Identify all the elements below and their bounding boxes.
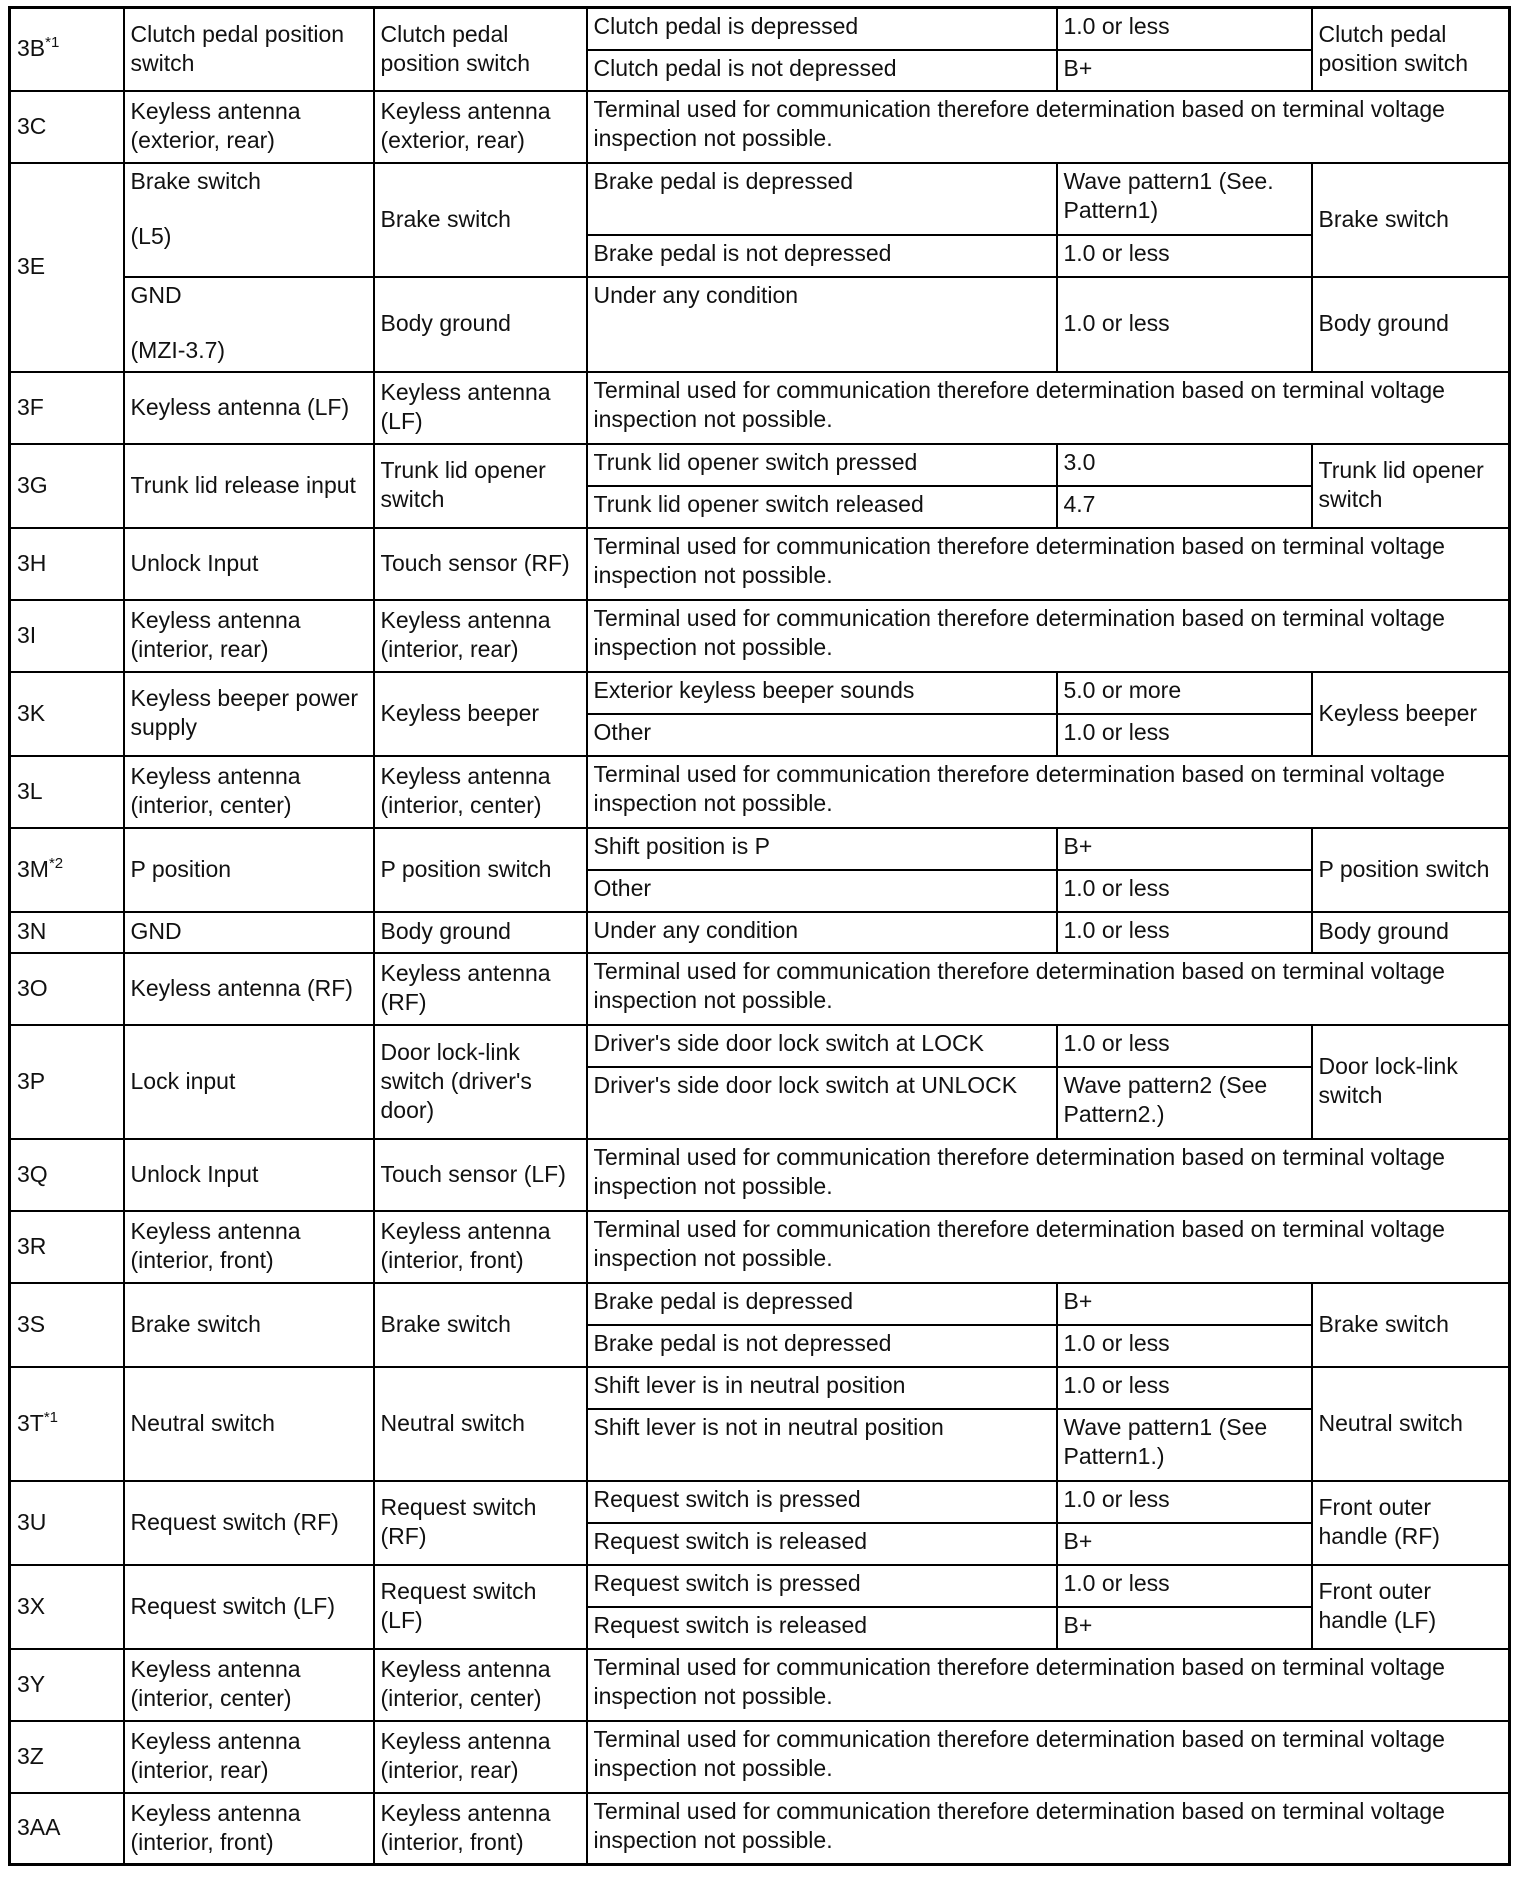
connected-to-cell: Neutral switch [374,1367,587,1481]
signal-name-cell [124,163,374,277]
condition-cell: Other [587,714,1057,756]
condition-cell: Clutch pedal is not depressed [587,50,1057,91]
condition-cell: Trunk lid opener switch pressed [587,444,1057,486]
connected-to-cell: Clutch pedal position switch [374,8,587,91]
voltage-cell: 1.0 or less [1057,1481,1312,1523]
terminal-voltage-table-sheet [8,6,1511,1866]
condition-cell: Brake pedal is not depressed [587,235,1057,277]
terminal-cell: 3L [10,756,124,828]
inspection-item-cell: Brake switch [1312,163,1510,277]
voltage-cell: B+ [1057,828,1312,870]
communication-note-cell: Terminal used for communication therefore determination based on terminal voltage inspection not possible. [587,528,1510,600]
signal-model-note: (MZI-3.7) [130,336,226,363]
voltage-cell: 4.7 [1057,486,1312,528]
connected-to-cell: Body ground [374,912,587,953]
connected-to-cell: Keyless antenna (interior, center) [374,1649,587,1721]
voltage-cell: 1.0 or less [1057,1325,1312,1367]
signal-name-cell: Trunk lid release input [124,444,374,528]
signal-name-cell: Unlock Input [124,1139,374,1211]
signal-name-cell: Brake switch [124,1283,374,1367]
voltage-cell: 1.0 or less [1057,1367,1312,1409]
inspection-item-cell: P position switch [1312,828,1510,912]
signal-name-cell: Request switch (LF) [124,1565,374,1649]
table-row-3x [10,1565,1510,1607]
condition-cell: Under any condition [587,912,1057,953]
communication-note-cell: Terminal used for communication therefore determination based on terminal voltage inspection not possible. [587,1139,1510,1211]
terminal-cell: 3P [10,1025,124,1139]
signal-name-cell: Keyless antenna (exterior, rear) [124,91,374,163]
connected-to-cell: Body ground [374,277,587,372]
connected-to-cell: Touch sensor (RF) [374,528,587,600]
signal-name-cell: Keyless antenna (interior, center) [124,756,374,828]
table-row-3aa [10,1793,1510,1865]
voltage-cell: 1.0 or less [1057,8,1312,50]
condition-cell: Trunk lid opener switch released [587,486,1057,528]
table-row-3i [10,600,1510,672]
condition-cell: Shift lever is in neutral position [587,1367,1057,1409]
communication-note-cell: Terminal used for communication therefore determination based on terminal voltage inspection not possible. [587,1721,1510,1793]
terminal-cell: 3X [10,1565,124,1649]
connected-to-cell: Touch sensor (LF) [374,1139,587,1211]
signal-name-cell: Keyless antenna (interior, rear) [124,1721,374,1793]
connected-to-cell: Keyless antenna (interior, rear) [374,1721,587,1793]
table-row-3e [10,163,1510,235]
condition-cell: Other [587,870,1057,912]
voltage-cell: 1.0 or less [1057,714,1312,756]
inspection-item-cell: Clutch pedal position switch [1312,8,1510,91]
inspection-item-cell: Trunk lid opener switch [1312,444,1510,528]
terminal-cell: 3H [10,528,124,600]
signal-model-note: (L5) [130,222,172,249]
connected-to-cell: Keyless antenna (interior, front) [374,1793,587,1865]
condition-cell: Under any condition [587,277,1057,372]
communication-note-cell: Terminal used for communication therefore determination based on terminal voltage inspection not possible. [587,1793,1510,1865]
signal-name-cell: Unlock Input [124,528,374,600]
terminal-cell: $3T^{*1}$ [10,1367,124,1481]
voltage-cell: B+ [1057,1283,1312,1325]
signal-name-cell [124,277,374,372]
terminal-voltage-table [8,6,1511,1866]
communication-note-cell: Terminal used for communication therefore determination based on terminal voltage inspection not possible. [587,91,1510,163]
voltage-cell: 1.0 or less [1057,277,1312,372]
condition-cell: Brake pedal is not depressed [587,1325,1057,1367]
inspection-item-cell: Front outer handle (RF) [1312,1481,1510,1565]
signal-name-cell: Keyless antenna (interior, center) [124,1649,374,1721]
voltage-cell: 1.0 or less [1057,870,1312,912]
signal-name-cell: Keyless antenna (RF) [124,953,374,1025]
terminal-cell: 3O [10,953,124,1025]
communication-note-cell: Terminal used for communication therefore determination based on terminal voltage inspection not possible. [587,953,1510,1025]
condition-cell: Request switch is pressed [587,1565,1057,1607]
connected-to-cell: Keyless antenna (interior, rear) [374,600,587,672]
signal-name-cell: Keyless antenna (LF) [124,372,374,444]
terminal-cell: 3S [10,1283,124,1367]
table-row-3g [10,444,1510,486]
table-row-3k [10,672,1510,714]
table-row-3o [10,953,1510,1025]
table-row-3h [10,528,1510,600]
terminal-cell: 3C [10,91,124,163]
terminal-cell: 3G [10,444,124,528]
table-row-3u [10,1481,1510,1523]
condition-cell: Brake pedal is depressed [587,163,1057,235]
voltage-cell: Wave pattern1 (See Pattern1.) [1057,1409,1312,1481]
voltage-cell: 1.0 or less [1057,912,1312,953]
voltage-cell: 1.0 or less [1057,1565,1312,1607]
condition-cell: Shift position is P [587,828,1057,870]
terminal-cell: 3U [10,1481,124,1565]
terminal-cell: 3N [10,912,124,953]
terminal-cell: 3AA [10,1793,124,1865]
connected-to-cell: Keyless antenna (exterior, rear) [374,91,587,163]
signal-name-cell: Lock input [124,1025,374,1139]
connected-to-cell: Request switch (LF) [374,1565,587,1649]
terminal-cell: 3R [10,1211,124,1283]
terminal-cell: $3B^{*1}$ [10,8,124,91]
condition-cell: Driver's side door lock switch at UNLOCK [587,1067,1057,1139]
condition-cell: Request switch is released [587,1607,1057,1649]
table-row-3n [10,912,1510,953]
terminal-cell: 3Z [10,1721,124,1793]
table-row-3p [10,1025,1510,1067]
signal-name-cell: P position [124,828,374,912]
inspection-item-cell: Brake switch [1312,1283,1510,1367]
signal-name-cell: Keyless antenna (interior, front) [124,1211,374,1283]
condition-cell: Shift lever is not in neutral position [587,1409,1057,1481]
table-row-3t [10,1367,1510,1409]
signal-name: GND [130,281,182,308]
communication-note-cell: Terminal used for communication therefore determination based on terminal voltage inspection not possible. [587,372,1510,444]
condition-cell: Brake pedal is depressed [587,1283,1057,1325]
communication-note-cell: Terminal used for communication therefore determination based on terminal voltage inspection not possible. [587,600,1510,672]
inspection-item-cell: Front outer handle (LF) [1312,1565,1510,1649]
inspection-item-cell: Keyless beeper [1312,672,1510,756]
table-row-3q [10,1139,1510,1211]
table-row-3l [10,756,1510,828]
table-row-3s [10,1283,1510,1325]
signal-name-cell: Keyless antenna (interior, front) [124,1793,374,1865]
table-row-3z [10,1721,1510,1793]
signal-name: Brake switch [130,167,261,194]
condition-cell: Driver's side door lock switch at LOCK [587,1025,1057,1067]
voltage-cell: B+ [1057,1607,1312,1649]
terminal-cell: $3M^{*2}$ [10,828,124,912]
signal-name-cell: Keyless antenna (interior, rear) [124,600,374,672]
table-row-3f [10,372,1510,444]
signal-name-cell: Clutch pedal position switch [124,8,374,91]
terminal-cell: 3E [10,163,124,372]
connected-to-cell: Brake switch [374,163,587,277]
signal-name-cell: Neutral switch [124,1367,374,1481]
connected-to-cell: Keyless antenna (interior, front) [374,1211,587,1283]
connected-to-cell: Brake switch [374,1283,587,1367]
table-row-3c [10,91,1510,163]
voltage-cell: 1.0 or less [1057,1025,1312,1067]
terminal-cell: 3F [10,372,124,444]
connected-to-cell: Request switch (RF) [374,1481,587,1565]
voltage-cell: 5.0 or more [1057,672,1312,714]
connected-to-cell: Door lock-link switch (driver's door) [374,1025,587,1139]
signal-name-cell: GND [124,912,374,953]
table-row-3r [10,1211,1510,1283]
communication-note-cell: Terminal used for communication therefore determination based on terminal voltage inspection not possible. [587,1649,1510,1721]
inspection-item-cell: Neutral switch [1312,1367,1510,1481]
terminal-cell: 3Q [10,1139,124,1211]
inspection-item-cell: Door lock-link switch [1312,1025,1510,1139]
condition-cell: Exterior keyless beeper sounds [587,672,1057,714]
terminal-cell: 3I [10,600,124,672]
connected-to-cell: Trunk lid opener switch [374,444,587,528]
connected-to-cell: Keyless antenna (interior, center) [374,756,587,828]
condition-cell: Request switch is released [587,1523,1057,1565]
table-row-3b [10,8,1510,50]
terminal-cell: 3K [10,672,124,756]
communication-note-cell: Terminal used for communication therefore determination based on terminal voltage inspection not possible. [587,756,1510,828]
terminal-cell: 3Y [10,1649,124,1721]
communication-note-cell: Terminal used for communication therefore determination based on terminal voltage inspection not possible. [587,1211,1510,1283]
signal-name-cell: Request switch (RF) [124,1481,374,1565]
connected-to-cell: P position switch [374,828,587,912]
voltage-cell: 1.0 or less [1057,235,1312,277]
voltage-cell: 3.0 [1057,444,1312,486]
voltage-cell: Wave pattern1 (See. Pattern1) [1057,163,1312,235]
connected-to-cell: Keyless antenna (RF) [374,953,587,1025]
condition-cell: Request switch is pressed [587,1481,1057,1523]
connected-to-cell: Keyless antenna (LF) [374,372,587,444]
connected-to-cell: Keyless beeper [374,672,587,756]
voltage-cell: B+ [1057,1523,1312,1565]
condition-cell: Clutch pedal is depressed [587,8,1057,50]
inspection-item-cell: Body ground [1312,277,1510,372]
inspection-item-cell: Body ground [1312,912,1510,953]
table-row-3y [10,1649,1510,1721]
table-row-3e-gnd [10,277,1510,372]
voltage-cell: B+ [1057,50,1312,91]
voltage-cell: Wave pattern2 (See Pattern2.) [1057,1067,1312,1139]
table-row-3m [10,828,1510,870]
signal-name-cell: Keyless beeper power supply [124,672,374,756]
